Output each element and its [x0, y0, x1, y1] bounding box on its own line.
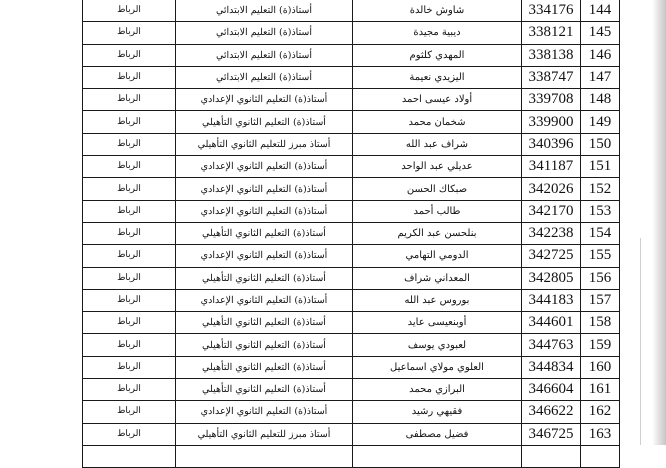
- table-row: [83, 0, 620, 22]
- id-cell: 342725: [522, 245, 581, 267]
- role-cell: أستاذ(ة) التعليم الابتدائي: [176, 44, 353, 66]
- id-cell: 338747: [522, 66, 581, 88]
- role-cell: أستاذ مبرز للتعليم الثانوي التأهيلي: [176, 423, 353, 445]
- role-cell: أستاذ(ة) التعليم الابتدائي: [176, 66, 353, 88]
- table-row: [83, 356, 620, 378]
- name-cell: البرازي محمد: [353, 379, 522, 401]
- role-cell: أستاذ(ة) التعليم الثانوي التأهيلي: [176, 379, 353, 401]
- table-row: [83, 423, 620, 445]
- row-number-cell: 149: [581, 111, 620, 133]
- row-number-cell: 162: [581, 401, 620, 423]
- role-cell: أستاذ(ة) التعليم الثانوي التأهيلي: [176, 111, 353, 133]
- row-number-cell: 153: [581, 200, 620, 222]
- id-cell: 342805: [522, 267, 581, 289]
- name-cell: أولاد عيسى احمد: [353, 89, 522, 111]
- city-cell: الرباط: [83, 379, 176, 401]
- role-cell: أستاذ(ة) التعليم الثانوي التأهيلي: [176, 356, 353, 378]
- role-cell: [176, 445, 353, 467]
- id-cell: 339900: [522, 111, 581, 133]
- name-cell: شخمان محمد: [353, 111, 522, 133]
- row-number-cell: 150: [581, 133, 620, 155]
- id-cell: 341187: [522, 156, 581, 178]
- name-cell: العلوي مولاي اسماعيل: [353, 356, 522, 378]
- id-cell: 342026: [522, 178, 581, 200]
- id-cell: 342170: [522, 200, 581, 222]
- role-cell: أستاذ(ة) التعليم الثانوي الإعدادي: [176, 200, 353, 222]
- table-row: [83, 245, 620, 267]
- row-number-cell: 152: [581, 178, 620, 200]
- city-cell: الرباط: [83, 356, 176, 378]
- table-row: [83, 89, 620, 111]
- id-cell: 338121: [522, 22, 581, 44]
- table-row: [83, 178, 620, 200]
- id-cell: 346604: [522, 379, 581, 401]
- row-number-cell: 155: [581, 245, 620, 267]
- city-cell: الرباط: [83, 111, 176, 133]
- city-cell: الرباط: [83, 0, 176, 22]
- id-cell: 344183: [522, 289, 581, 311]
- row-number-cell: 160: [581, 356, 620, 378]
- id-cell: 338138: [522, 44, 581, 66]
- table-row: [83, 267, 620, 289]
- table-row: [83, 133, 620, 155]
- table-row: [83, 44, 620, 66]
- staff-table-body: [83, 0, 620, 468]
- id-cell: 344601: [522, 312, 581, 334]
- role-cell: أستاذ(ة) التعليم الثانوي الإعدادي: [176, 178, 353, 200]
- name-cell: فضيل مصطفى: [353, 423, 522, 445]
- page-edge-line: [640, 238, 641, 445]
- role-cell: أستاذ(ة) التعليم الثانوي الإعدادي: [176, 289, 353, 311]
- id-cell: 344763: [522, 334, 581, 356]
- row-number-cell: 151: [581, 156, 620, 178]
- id-cell: 342238: [522, 222, 581, 244]
- name-cell: شاوش خالدة: [353, 0, 522, 22]
- name-cell: فقيهي رشيد: [353, 401, 522, 423]
- city-cell: الرباط: [83, 267, 176, 289]
- id-cell: 339708: [522, 89, 581, 111]
- city-cell: الرباط: [83, 423, 176, 445]
- row-number-cell: 163: [581, 423, 620, 445]
- row-number-cell: [581, 445, 620, 467]
- city-cell: الرباط: [83, 334, 176, 356]
- city-cell: الرباط: [83, 66, 176, 88]
- city-cell: الرباط: [83, 222, 176, 244]
- row-number-cell: 148: [581, 89, 620, 111]
- role-cell: أستاذ(ة) التعليم الابتدائي: [176, 0, 353, 22]
- city-cell: الرباط: [83, 44, 176, 66]
- role-cell: أستاذ(ة) التعليم الثانوي الإعدادي: [176, 401, 353, 423]
- table-row: [83, 200, 620, 222]
- city-cell: الرباط: [83, 178, 176, 200]
- row-number-cell: 147: [581, 66, 620, 88]
- role-cell: أستاذ(ة) التعليم الثانوي الإعدادي: [176, 89, 353, 111]
- city-cell: الرباط: [83, 401, 176, 423]
- name-cell: الدومي التهامي: [353, 245, 522, 267]
- id-cell: 346622: [522, 401, 581, 423]
- city-cell: [83, 445, 176, 467]
- row-number-cell: 161: [581, 379, 620, 401]
- table-row: [83, 66, 620, 88]
- name-cell: بنلحسن عبد الكريم: [353, 222, 522, 244]
- row-number-cell: 154: [581, 222, 620, 244]
- city-cell: الرباط: [83, 312, 176, 334]
- table-row: [83, 22, 620, 44]
- id-cell: 346725: [522, 423, 581, 445]
- row-number-cell: 144: [581, 0, 620, 22]
- name-cell: لعبودي يوسف: [353, 334, 522, 356]
- table-row: [83, 334, 620, 356]
- name-cell: شراف عبد الله: [353, 133, 522, 155]
- role-cell: أستاذ(ة) التعليم الثانوي الإعدادي: [176, 245, 353, 267]
- row-number-cell: 159: [581, 334, 620, 356]
- name-cell: بوروس عبد الله: [353, 289, 522, 311]
- role-cell: أستاذ(ة) التعليم الثانوي التأهيلي: [176, 267, 353, 289]
- city-cell: الرباط: [83, 200, 176, 222]
- table-row: [83, 312, 620, 334]
- row-number-cell: 156: [581, 267, 620, 289]
- name-cell: المهدي كلثوم: [353, 44, 522, 66]
- name-cell: عديلي عبد الواحد: [353, 156, 522, 178]
- staff-table: [82, 0, 620, 468]
- role-cell: أستاذ(ة) التعليم الثانوي الإعدادي: [176, 156, 353, 178]
- id-cell: 344834: [522, 356, 581, 378]
- name-cell: [353, 445, 522, 467]
- row-number-cell: 145: [581, 22, 620, 44]
- table-row: [83, 379, 620, 401]
- name-cell: المعداني شراف: [353, 267, 522, 289]
- row-number-cell: 157: [581, 289, 620, 311]
- table-row: [83, 111, 620, 133]
- table-row: [83, 156, 620, 178]
- row-number-cell: 158: [581, 312, 620, 334]
- name-cell: اليزيدي نعيمة: [353, 66, 522, 88]
- id-cell: 334176: [522, 0, 581, 22]
- city-cell: الرباط: [83, 133, 176, 155]
- name-cell: صبكاك الحسن: [353, 178, 522, 200]
- page-edge-shadow: [652, 0, 666, 445]
- city-cell: الرباط: [83, 22, 176, 44]
- role-cell: أستاذ(ة) التعليم الثانوي التأهيلي: [176, 312, 353, 334]
- city-cell: الرباط: [83, 245, 176, 267]
- id-cell: 340396: [522, 133, 581, 155]
- name-cell: طالب أحمد: [353, 200, 522, 222]
- role-cell: أستاذ(ة) التعليم الثانوي التأهيلي: [176, 334, 353, 356]
- role-cell: أستاذ(ة) التعليم الثانوي التأهيلي: [176, 222, 353, 244]
- city-cell: الرباط: [83, 156, 176, 178]
- role-cell: أستاذ مبرز للتعليم الثانوي التأهيلي: [176, 133, 353, 155]
- id-cell: [522, 445, 581, 467]
- city-cell: الرباط: [83, 89, 176, 111]
- name-cell: أوبنعيسى عايد: [353, 312, 522, 334]
- table-row: [83, 401, 620, 423]
- name-cell: ديبية مجيدة: [353, 22, 522, 44]
- city-cell: الرباط: [83, 289, 176, 311]
- row-number-cell: 146: [581, 44, 620, 66]
- table-row: [83, 445, 620, 467]
- table-row: [83, 222, 620, 244]
- table-row: [83, 289, 620, 311]
- role-cell: أستاذ(ة) التعليم الابتدائي: [176, 22, 353, 44]
